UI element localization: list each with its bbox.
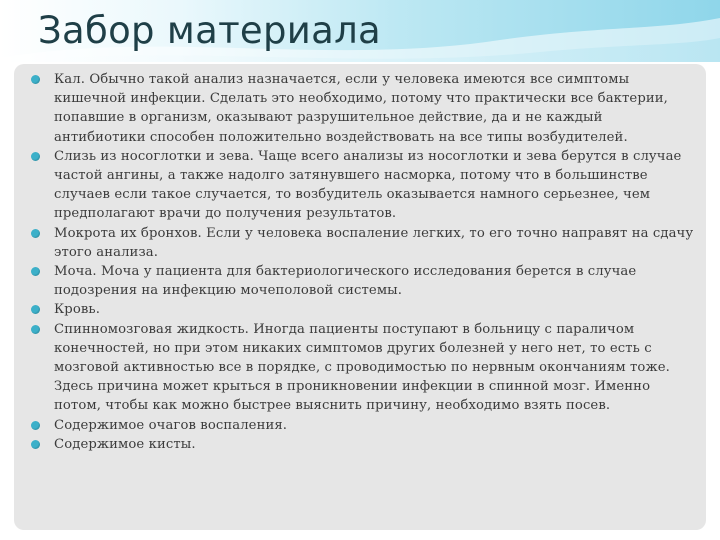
bullet-text: Кал. Обычно такой анализ назначается, если у человека имеются все симптомы кишечной инфекции. Сделать это необходимо, потому что практически все бактерии, попавшие в организм, оказывают разрушительное действие, да и не каждый антибиотики способен положительно воздействовать на все типы возбудителей. bbox=[54, 72, 668, 145]
bullet-dot-icon bbox=[31, 267, 40, 276]
bullet-text: Содержимое кисты. bbox=[54, 436, 196, 452]
bullet-list bbox=[14, 64, 706, 454]
bullet-text: Слизь из носоглотки и зева. Чаще всего анализы из носоглотки и зева берутся в случае частой ангины, а также надолго затянувшего насморка, потому что в большинстве случаев если такое случается, то возбудитель оказывается намного серьезнее, чем предполагают врачи до получения результатов. bbox=[54, 148, 682, 222]
list-item bbox=[22, 147, 694, 224]
list-item bbox=[22, 416, 694, 435]
bullet-dot-icon bbox=[31, 305, 40, 314]
list-item bbox=[22, 435, 694, 454]
bullet-text: Моча. Моча у пациента для бактериологического исследования берется в случае подозрения на инфекцию мочеполовой системы. bbox=[54, 264, 637, 299]
list-item bbox=[22, 320, 694, 416]
list-item bbox=[22, 262, 694, 300]
bullet-text: Кровь. bbox=[54, 302, 100, 318]
bullet-text: Мокрота их бронхов. Если у человека воспаление легких, то его точно направят на сдачу этого анализа. bbox=[54, 225, 694, 260]
slide-title: Забор материала bbox=[38, 9, 382, 52]
list-item bbox=[22, 300, 694, 319]
bullet-dot-icon bbox=[31, 75, 40, 84]
content-box bbox=[14, 64, 706, 530]
bullet-dot-icon bbox=[31, 421, 40, 430]
bullet-dot-icon bbox=[31, 152, 40, 161]
list-item bbox=[22, 70, 694, 147]
bullet-text: Спинномозговая жидкость. Иногда пациенты поступают в больницу с параличом конечностей, но при этом никаких симптомов других болезней у него нет, то есть с мозговой активностью все в порядке, с проводимостью по нервным окончаниям тоже. Здесь причина может крыться в проникновении инфекции в спинной мозг. Именно потом, чтобы как можно быстрее выяснить причину, необходимо взять посев. bbox=[54, 321, 670, 414]
bullet-dot-icon bbox=[31, 325, 40, 334]
bullet-text: Содержимое очагов воспаления. bbox=[54, 417, 288, 433]
bullet-dot-icon bbox=[31, 440, 40, 449]
bullet-dot-icon bbox=[31, 229, 40, 238]
list-item bbox=[22, 224, 694, 262]
